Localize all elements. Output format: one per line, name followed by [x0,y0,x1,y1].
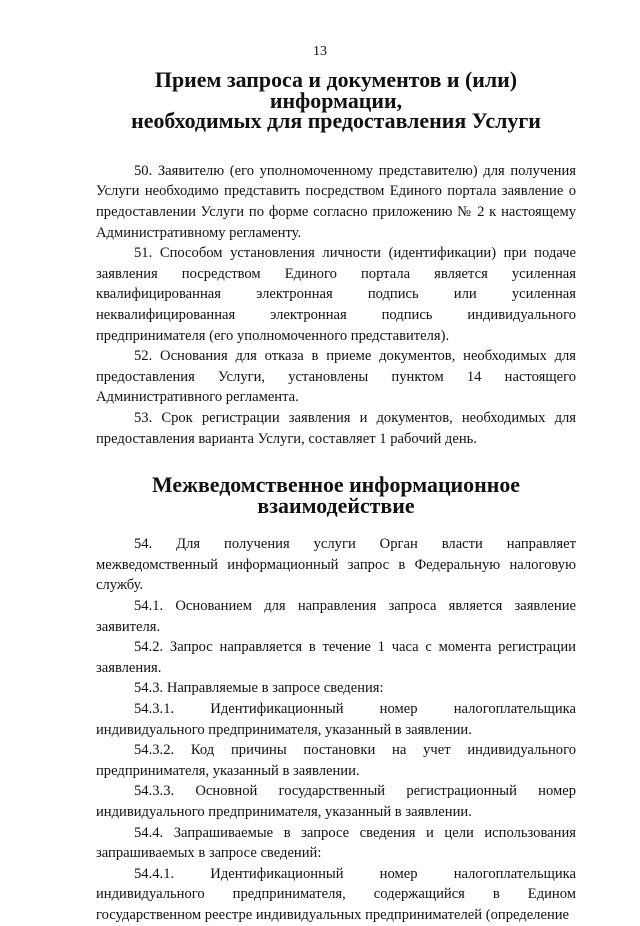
paragraph-54-3: 54.3. Направляемые в запросе сведения: [134,680,384,697]
document-body [96,67,576,926]
paragraph-51: 51. Способом установления личности (идентификации) при подаче заявления посредством Единого портала является усиленная квалифицированная электронная подпись или усиленная неквалифицированная электронная подпись индивидуального предпринимателя (его уполномоченного представителя). [96,245,576,344]
paragraph-54-1: 54.1. Основанием для направления запроса является заявление заявителя. [96,598,576,635]
section-heading-interagency: Межведомственное информационное взаимодействие [151,472,520,518]
paragraph-50: 50. Заявителю (его уполномоченному представителю) для получения Услуги необходимо представить посредством Единого портала заявление о предоставлении Услуги по форме согласно приложению № 2 к настоящему Административному регламенту. [96,162,576,241]
heading-line: Прием запроса и документов и (или) информации, [154,67,518,113]
paragraph-54-4: 54.4. Запрашиваемые в запросе сведения и цели использования запрашиваемых в запросе сведений: [96,824,576,862]
paragraph-52: 52. Основания для отказа в приеме документов, необходимых для предоставления Услуги, установлены пунктом 14 настоящего Административного регламента. [96,348,576,406]
section-heading-document-intake [96,67,576,134]
paragraph-54-3-2: 54.3.2. Код причины постановки на учет индивидуального предпринимателя, указанный в заявлении. [96,742,576,779]
paragraph-53: 53. Срок регистрации заявления и документов, необходимых для предоставления варианта Услуги, составляет 1 рабочий день. [96,409,576,447]
paragraph-54-3-1: 54.3.1. Идентификационный номер налогоплательщика индивидуального предпринимателя, указанный в заявлении. [96,701,576,738]
paragraph-54-4-1: 54.4.1. Идентификационный номер налогоплательщика индивидуального предпринимателя, содержащийся в Едином государственном реестре индивидуальных предпринимателей (определение [96,865,576,923]
paragraph-54: 54. Для получения услуги Орган власти направляет межведомственный информационный запрос в Федеральную налоговую службу. [96,536,576,594]
paragraph-54-3-3: 54.3.3. Основной государственный регистрационный номер индивидуального предпринимателя, указанный в заявлении. [96,783,576,820]
page-number: 13 [313,44,327,59]
heading-line: необходимых для предоставления Услуги [131,108,541,134]
paragraph-54-2: 54.2. Запрос направляется в течение 1 часа с момента регистрации заявления. [96,639,576,676]
